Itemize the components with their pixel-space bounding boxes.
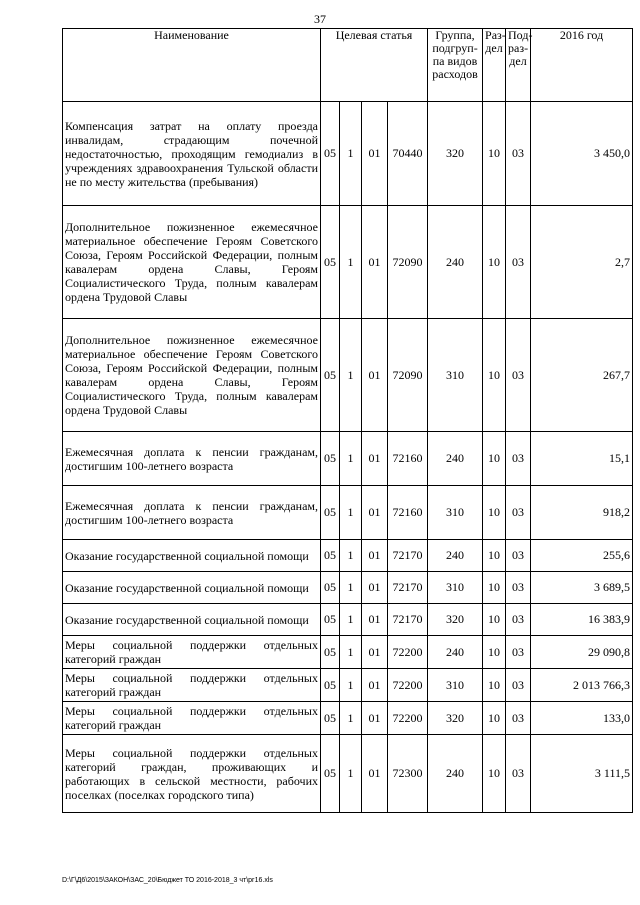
cell-c2: 1 bbox=[340, 432, 362, 486]
cell-amount: 2,7 bbox=[531, 206, 633, 319]
header-section: Раз-дел bbox=[483, 29, 506, 102]
cell-c1: 05 bbox=[321, 572, 340, 604]
table-row bbox=[63, 636, 633, 669]
cell-c3: 01 bbox=[362, 572, 388, 604]
cell-subsection: 03 bbox=[506, 702, 531, 735]
header-target: Целевая статья bbox=[321, 29, 428, 102]
cell-c2: 1 bbox=[340, 636, 362, 669]
table-row bbox=[63, 486, 633, 540]
table-header-row bbox=[63, 29, 633, 102]
cell-group: 240 bbox=[428, 540, 483, 572]
table-row bbox=[63, 735, 633, 813]
cell-c3: 01 bbox=[362, 486, 388, 540]
cell-c1: 05 bbox=[321, 636, 340, 669]
cell-c3: 01 bbox=[362, 540, 388, 572]
cell-c2: 1 bbox=[340, 572, 362, 604]
cell-c2: 1 bbox=[340, 206, 362, 319]
cell-amount: 15,1 bbox=[531, 432, 633, 486]
cell-amount: 918,2 bbox=[531, 486, 633, 540]
table-row bbox=[63, 604, 633, 636]
cell-subsection: 03 bbox=[506, 432, 531, 486]
cell-name: Оказание государственной социальной помощи bbox=[63, 572, 321, 604]
cell-section: 10 bbox=[483, 702, 506, 735]
header-name: Наименование bbox=[63, 29, 321, 102]
cell-section: 10 bbox=[483, 319, 506, 432]
cell-group: 240 bbox=[428, 735, 483, 813]
header-subsection: Под-раз-дел bbox=[506, 29, 531, 102]
cell-c3: 01 bbox=[362, 702, 388, 735]
header-year: 2016 год bbox=[531, 29, 633, 102]
cell-amount: 255,6 bbox=[531, 540, 633, 572]
cell-amount: 133,0 bbox=[531, 702, 633, 735]
cell-subsection: 03 bbox=[506, 319, 531, 432]
cell-c2: 1 bbox=[340, 735, 362, 813]
cell-c1: 05 bbox=[321, 486, 340, 540]
cell-c4: 72170 bbox=[388, 604, 428, 636]
header-group: Группа, подгруп-па видов расходов bbox=[428, 29, 483, 102]
table-row bbox=[63, 206, 633, 319]
cell-group: 320 bbox=[428, 604, 483, 636]
cell-c1: 05 bbox=[321, 702, 340, 735]
cell-c4: 72200 bbox=[388, 702, 428, 735]
cell-section: 10 bbox=[483, 102, 506, 206]
cell-c4: 72300 bbox=[388, 735, 428, 813]
cell-subsection: 03 bbox=[506, 102, 531, 206]
cell-section: 10 bbox=[483, 206, 506, 319]
cell-name: Меры социальной поддержки отдельных категорий граждан bbox=[63, 636, 321, 669]
cell-subsection: 03 bbox=[506, 669, 531, 702]
cell-c3: 01 bbox=[362, 604, 388, 636]
cell-section: 10 bbox=[483, 486, 506, 540]
cell-section: 10 bbox=[483, 735, 506, 813]
cell-c4: 70440 bbox=[388, 102, 428, 206]
cell-amount: 3 111,5 bbox=[531, 735, 633, 813]
cell-c1: 05 bbox=[321, 540, 340, 572]
cell-group: 320 bbox=[428, 102, 483, 206]
cell-name: Меры социальной поддержки отдельных категорий граждан bbox=[63, 669, 321, 702]
cell-name: Дополнительное пожизненное ежемесячное материальное обеспечение Героям Советского Союза, Героям Российской Федерации, полным кавалерам ордена Славы, Героям Социалистического Труда, полным кавалерам ордена Трудовой Славы bbox=[63, 206, 321, 319]
cell-amount: 3 689,5 bbox=[531, 572, 633, 604]
cell-group: 310 bbox=[428, 572, 483, 604]
cell-group: 310 bbox=[428, 486, 483, 540]
cell-c1: 05 bbox=[321, 735, 340, 813]
cell-c1: 05 bbox=[321, 432, 340, 486]
cell-section: 10 bbox=[483, 604, 506, 636]
table-row bbox=[63, 102, 633, 206]
cell-c4: 72090 bbox=[388, 319, 428, 432]
page-number: 37 bbox=[314, 12, 326, 26]
cell-group: 310 bbox=[428, 319, 483, 432]
cell-c2: 1 bbox=[340, 669, 362, 702]
cell-c4: 72160 bbox=[388, 432, 428, 486]
cell-name: Меры социальной поддержки отдельных категорий граждан, проживающих и работающих в сельской местности, рабочих поселках (поселках городского типа) bbox=[63, 735, 321, 813]
table-row bbox=[63, 702, 633, 735]
cell-amount: 16 383,9 bbox=[531, 604, 633, 636]
cell-section: 10 bbox=[483, 432, 506, 486]
cell-subsection: 03 bbox=[506, 735, 531, 813]
cell-c2: 1 bbox=[340, 604, 362, 636]
cell-subsection: 03 bbox=[506, 540, 531, 572]
cell-subsection: 03 bbox=[506, 636, 531, 669]
cell-amount: 2 013 766,3 bbox=[531, 669, 633, 702]
cell-name: Ежемесячная доплата к пенсии гражданам, достигшим 100-летнего возраста bbox=[63, 432, 321, 486]
cell-c4: 72170 bbox=[388, 540, 428, 572]
table-row bbox=[63, 572, 633, 604]
table-row bbox=[63, 319, 633, 432]
cell-c3: 01 bbox=[362, 636, 388, 669]
cell-c4: 72160 bbox=[388, 486, 428, 540]
cell-c3: 01 bbox=[362, 206, 388, 319]
file-path-footer: D:\Г\Д6\2015\ЗАКОН\ЗАС_20\Бюджет ТО 2016-2018_3 чт\рг16.xls bbox=[62, 877, 273, 884]
cell-c1: 05 bbox=[321, 102, 340, 206]
cell-group: 320 bbox=[428, 702, 483, 735]
cell-group: 310 bbox=[428, 669, 483, 702]
cell-c4: 72200 bbox=[388, 669, 428, 702]
table-row bbox=[63, 432, 633, 486]
cell-name: Оказание государственной социальной помощи bbox=[63, 540, 321, 572]
cell-amount: 29 090,8 bbox=[531, 636, 633, 669]
cell-amount: 267,7 bbox=[531, 319, 633, 432]
cell-c1: 05 bbox=[321, 319, 340, 432]
cell-group: 240 bbox=[428, 206, 483, 319]
cell-c2: 1 bbox=[340, 319, 362, 432]
budget-table bbox=[62, 28, 633, 813]
cell-c2: 1 bbox=[340, 486, 362, 540]
table-row bbox=[63, 669, 633, 702]
cell-name: Компенсация затрат на оплату проезда инвалидам, страдающим почечной недостаточностью, проходящим гемодиализ в учреждениях здравоохранения Тульской области не по месту жительства (пребывания) bbox=[63, 102, 321, 206]
cell-c4: 72090 bbox=[388, 206, 428, 319]
cell-section: 10 bbox=[483, 669, 506, 702]
cell-c1: 05 bbox=[321, 669, 340, 702]
cell-section: 10 bbox=[483, 540, 506, 572]
cell-amount: 3 450,0 bbox=[531, 102, 633, 206]
cell-name: Оказание государственной социальной помощи bbox=[63, 604, 321, 636]
cell-c3: 01 bbox=[362, 432, 388, 486]
cell-section: 10 bbox=[483, 572, 506, 604]
cell-c4: 72170 bbox=[388, 572, 428, 604]
cell-c3: 01 bbox=[362, 102, 388, 206]
cell-section: 10 bbox=[483, 636, 506, 669]
cell-c2: 1 bbox=[340, 702, 362, 735]
cell-c3: 01 bbox=[362, 319, 388, 432]
cell-c3: 01 bbox=[362, 735, 388, 813]
cell-c1: 05 bbox=[321, 604, 340, 636]
cell-group: 240 bbox=[428, 636, 483, 669]
cell-c1: 05 bbox=[321, 206, 340, 319]
cell-c2: 1 bbox=[340, 540, 362, 572]
cell-subsection: 03 bbox=[506, 572, 531, 604]
cell-group: 240 bbox=[428, 432, 483, 486]
cell-name: Меры социальной поддержки отдельных категорий граждан bbox=[63, 702, 321, 735]
cell-c4: 72200 bbox=[388, 636, 428, 669]
cell-name: Ежемесячная доплата к пенсии гражданам, достигшим 100-летнего возраста bbox=[63, 486, 321, 540]
cell-c2: 1 bbox=[340, 102, 362, 206]
cell-c3: 01 bbox=[362, 669, 388, 702]
cell-name: Дополнительное пожизненное ежемесячное материальное обеспечение Героям Советского Союза, Героям Российской Федерации, полным кавалерам ордена Славы, Героям Социалистического Труда, полным кавалерам ордена Трудовой Славы bbox=[63, 319, 321, 432]
table-row bbox=[63, 540, 633, 572]
cell-subsection: 03 bbox=[506, 604, 531, 636]
cell-subsection: 03 bbox=[506, 486, 531, 540]
cell-subsection: 03 bbox=[506, 206, 531, 319]
